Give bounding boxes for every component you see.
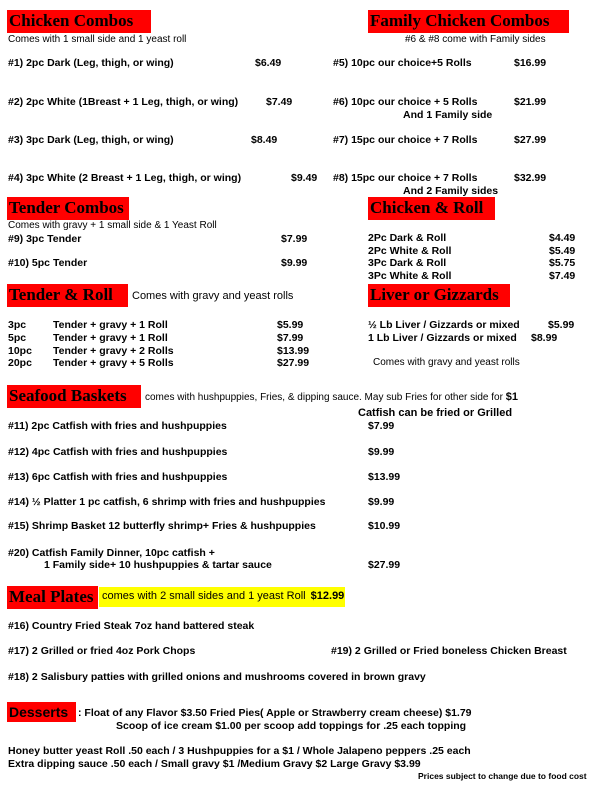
desserts-title: Desserts <box>7 702 76 722</box>
prices-footer: Prices subject to change due to food cost <box>418 771 587 781</box>
meal-17: #17) 2 Grilled or fried 4oz Pork Chops <box>8 645 196 657</box>
tender-roll-3-qty: 10pc <box>8 345 32 357</box>
chicken-combos-title: Chicken Combos <box>7 10 151 33</box>
chicken-roll-4-label: 3Pc White & Roll <box>368 270 452 282</box>
seafood-12-label: #12) 4pc Catfish with fries and hushpuppies <box>8 446 228 458</box>
tender-roll-note: Comes with gravy and yeast rolls <box>132 290 294 302</box>
tender-roll-1-label: Tender + gravy + 1 Roll <box>53 319 168 331</box>
combo-3-price: $8.49 <box>251 134 278 146</box>
chicken-roll-1-label: 2Pc Dark & Roll <box>368 232 447 244</box>
combo-9-price: $7.99 <box>281 233 308 245</box>
meal-plates-note <box>99 587 345 607</box>
desserts-line2: Scoop of ice cream $1.00 per scoop add toppings for .25 each topping <box>116 720 467 732</box>
tender-roll-3-price: $13.99 <box>277 345 310 357</box>
seafood-note-price: $1 <box>505 391 518 403</box>
seafood-20-line1: #20) Catfish Family Dinner, 10pc catfish + <box>8 547 215 559</box>
chicken-roll-3-price: $5.75 <box>549 257 576 269</box>
seafood-11-label: #11) 2pc Catfish with fries and hushpuppies <box>8 420 227 432</box>
liver-gizzards-title: Liver or Gizzards <box>368 284 510 307</box>
combo-6-label: #6) 10pc our choice + 5 Rolls <box>333 96 478 108</box>
combo-6-price: $21.99 <box>514 96 547 108</box>
seafood-20-line2: 1 Family side+ 10 hushpuppies & tartar sauce <box>44 559 272 571</box>
chicken-combos-subtitle: Comes with 1 small side and 1 yeast roll <box>8 34 187 45</box>
combo-8-label: #8) 15pc our choice + 7 Rolls <box>333 172 478 184</box>
chicken-roll-3-label: 3Pc Dark & Roll <box>368 257 447 269</box>
chicken-roll-2-label: 2Pc White & Roll <box>368 245 452 257</box>
seafood-note2: Catfish can be fried or Grilled <box>358 407 513 419</box>
seafood-12-price: $9.99 <box>368 446 395 458</box>
combo-5-price: $16.99 <box>514 57 547 69</box>
chicken-roll-1-price: $4.49 <box>549 232 576 244</box>
liver-2-price: $8.99 <box>531 332 558 344</box>
extras-line1: Honey butter yeast Roll .50 each / 3 Hushpuppies for a $1 / Whole Jalapeno peppers .25 each <box>8 745 471 757</box>
combo-4-price: $9.49 <box>291 172 318 184</box>
combo-1-price: $6.49 <box>255 57 282 69</box>
liver-2-label: 1 Lb Liver / Gizzards or mixed <box>368 332 517 344</box>
combo-2-price: $7.49 <box>266 96 293 108</box>
tender-roll-2-qty: 5pc <box>8 332 27 344</box>
tender-roll-1-qty: 3pc <box>8 319 27 331</box>
liver-1-label: ½ Lb Liver / Gizzards or mixed <box>368 319 520 331</box>
tender-roll-title: Tender & Roll <box>7 284 128 307</box>
meal-plates-price: $12.99 <box>310 590 345 602</box>
meal-18: #18) 2 Salisbury patties with grilled onions and mushrooms covered in brown gravy <box>8 671 426 683</box>
seafood-note <box>145 391 518 403</box>
meal-plates-note-text: comes with 2 small sides and 1 yeast Roll <box>102 590 306 602</box>
combo-10-price: $9.99 <box>281 257 308 269</box>
seafood-14-label: #14) ½ Platter 1 pc catfish, 6 shrimp with fries and hushpuppies <box>8 496 326 508</box>
seafood-15-label: #15) Shrimp Basket 12 butterfly shrimp+ Fries & hushpuppies <box>8 520 316 532</box>
combo-1-label: #1) 2pc Dark (Leg, thigh, or wing) <box>8 57 174 69</box>
combo-3-label: #3) 3pc Dark (Leg, thigh, or wing) <box>8 134 174 146</box>
seafood-title: Seafood Baskets <box>7 385 141 408</box>
extras-line2: Extra dipping sauce .50 each / Small gravy $1 /Medium Gravy $2 Large Gravy $3.99 <box>8 758 421 770</box>
combo-2-label: #2) 2pc White (1Breast + 1 Leg, thigh, or wing) <box>8 96 239 108</box>
combo-10-label: #10) 5pc Tender <box>8 257 88 269</box>
seafood-13-label: #13) 6pc Catfish with fries and hushpuppies <box>8 471 228 483</box>
tender-roll-4-qty: 20pc <box>8 357 32 369</box>
family-combos-subtitle: #6 & #8 come with Family sides <box>405 34 546 45</box>
meal-19: #19) 2 Grilled or Fried boneless Chicken Breast <box>331 645 567 657</box>
chicken-roll-2-price: $5.49 <box>549 245 576 257</box>
seafood-20-price: $27.99 <box>368 559 401 571</box>
combo-9-label: #9) 3pc Tender <box>8 233 82 245</box>
tender-combos-title: Tender Combos <box>7 197 129 220</box>
tender-roll-2-price: $7.99 <box>277 332 304 344</box>
combo-7-label: #7) 15pc our choice + 7 Rolls <box>333 134 478 146</box>
combo-7-price: $27.99 <box>514 134 547 146</box>
tender-roll-2-label: Tender + gravy + 1 Roll <box>53 332 168 344</box>
combo-8-extra: And 2 Family sides <box>403 185 499 197</box>
tender-roll-4-price: $27.99 <box>277 357 310 369</box>
combo-6-extra: And 1 Family side <box>403 109 493 121</box>
meal-16: #16) Country Fried Steak 7oz hand battered steak <box>8 620 255 632</box>
family-combos-title: Family Chicken Combos <box>368 10 569 33</box>
seafood-15-price: $10.99 <box>368 520 401 532</box>
seafood-13-price: $13.99 <box>368 471 401 483</box>
combo-5-label: #5) 10pc our choice+5 Rolls <box>333 57 472 69</box>
seafood-14-price: $9.99 <box>368 496 395 508</box>
chicken-roll-title: Chicken & Roll <box>368 197 495 220</box>
seafood-note-text: comes with hushpuppies, Fries, & dipping sauce. May sub Fries for other side for <box>145 392 503 403</box>
liver-note: Comes with gravy and yeast rolls <box>373 357 520 368</box>
chicken-roll-4-price: $7.49 <box>549 270 576 282</box>
tender-combos-subtitle: Comes with gravy + 1 small side & 1 Yeast Roll <box>8 220 217 231</box>
desserts-line1: : Float of any Flavor $3.50 Fried Pies( Apple or Strawberry cream cheese) $1.79 <box>78 707 472 719</box>
combo-8-price: $32.99 <box>514 172 547 184</box>
tender-roll-1-price: $5.99 <box>277 319 304 331</box>
combo-4-label: #4) 3pc White (2 Breast + 1 Leg, thigh, or wing) <box>8 172 242 184</box>
liver-1-price: $5.99 <box>548 319 575 331</box>
seafood-11-price: $7.99 <box>368 420 395 432</box>
tender-roll-3-label: Tender + gravy + 2 Rolls <box>53 345 174 357</box>
tender-roll-4-label: Tender + gravy + 5 Rolls <box>53 357 174 369</box>
meal-plates-title: Meal Plates <box>7 586 98 609</box>
